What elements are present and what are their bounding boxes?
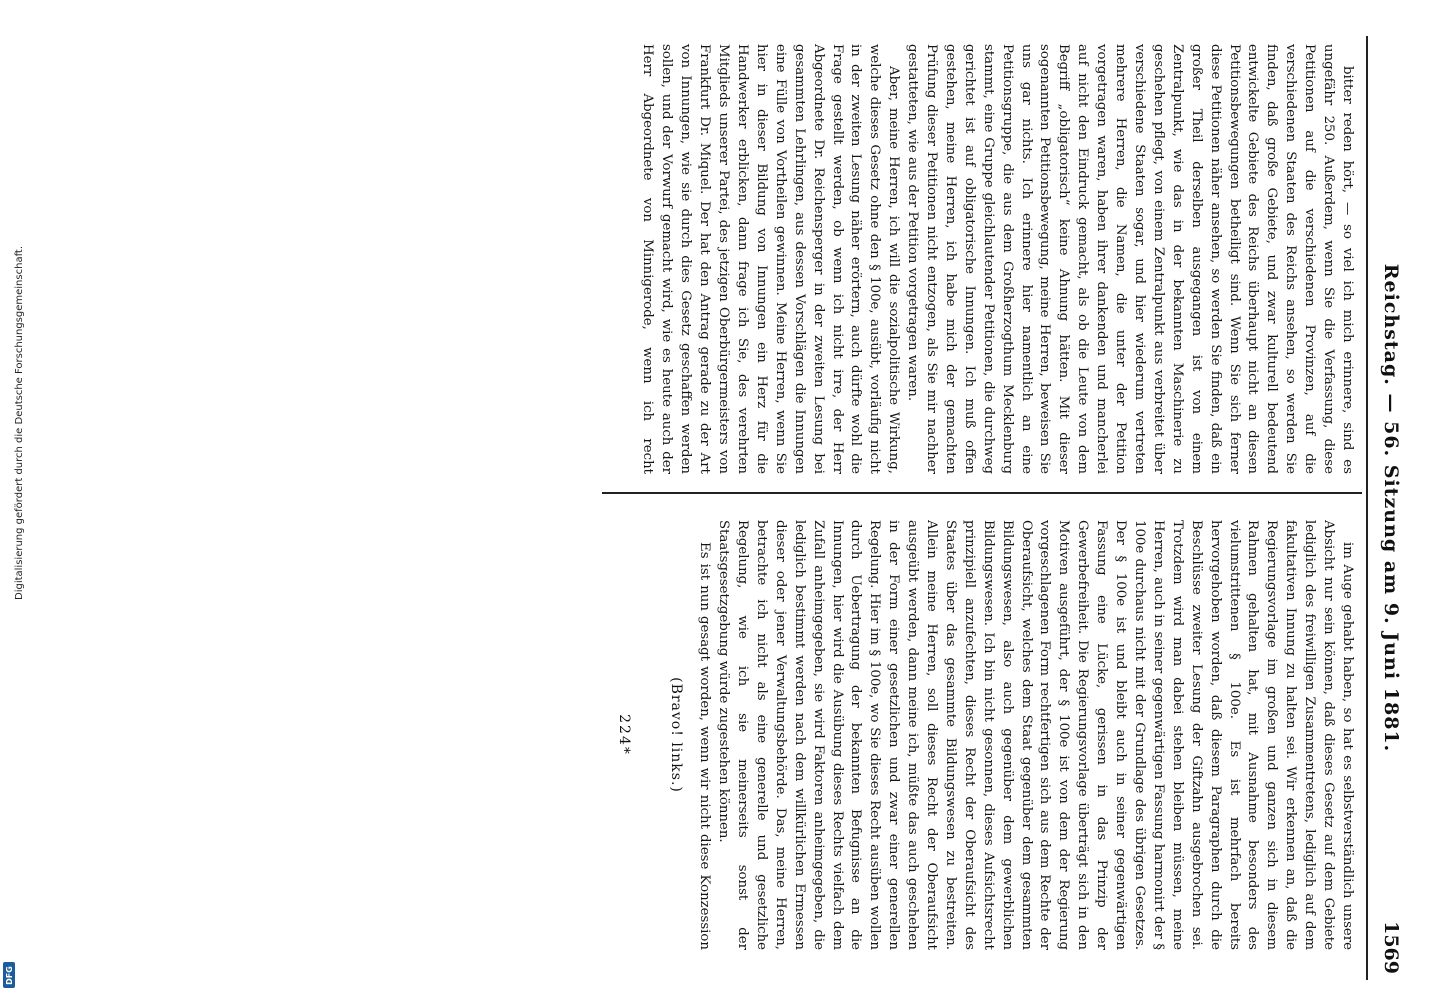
- text-column-left: [636, 44, 1356, 474]
- text-column-right: [696, 520, 1356, 950]
- paragraph: im Auge gehabt haben, so hat es selbstverständlich unsere Absicht nur sein können, daß dieses Gesetz auf dem Gebiete lediglich des freiwilligen Zusammentretens, lediglich auf dem fakultativen Innung zu halten sei. Wir erkennen an, daß die Regierungsvorlage im großen und ganzen sich in diesem Rahmen gehalten hat, mit Ausnahme besonders des vielumstrittenen § 100e. Es ist mehrfach bereits hervorgehoben worden, daß diesem Paragraphen durch die Beschlüsse zweiter Lesung der Giftzahn ausgebrochen sei. Trotzdem wird man dabei stehen bleiben müssen, meine Herren, auch in seiner gegenwärtigen Fassung harmonirt der § 100e durchaus nicht mit der Grundlage des übrigen Gesetzes. Der § 100e ist und bleibt auch in seiner gegenwärtigen Fassung eine Lücke, gerissen in das Prinzip der Gewerbefreiheit. Die Regierungsvorlage überträgt sich in den Motiven ausgeführt, der § 100e ist von dem der Regierung vorgeschlagenen Form rechtfertigen sich aus dem Rechte der Oberaufsicht, welches dem Staat gegenüber dem gesammten Bildungswesen, also auch gegenüber dem gewerblichen Bildungswesen. Ich bin nicht gesonnen, dieses Aufsichtsrecht prinzipiell anzufechten, dieses Recht der Oberaufsicht des Staates über das gesammte Bildungswesen zu bestreiten. Allein meine Herren, soll dieses Recht der Oberaufsicht ausgeübt werden, dann meine ich, müßte das auch geschehen in der Form einer gesetzlichen und zwar einer generellen Regelung. Hier im § 100e, wo Sie dieses Recht ausüben wollen durch Uebertragung der bekannten Befugnisse an die Innungen, hier wird die Ausübung dieses Rechts vielfach dem Zufall anheimgegeben, sie wird Faktoren anheimgegeben, die lediglich bestimmt werden nach dem willkürlichen Ermessen dieser oder jener Verwaltungsbehörde. Das, meine Herren, betrachte ich nicht als eine generelle und gesetzliche Regelung, wie ich sie meinerseits sonst der Staatsgesetzgebung würde zugestehen können.: [716, 520, 1355, 950]
- dfg-logo-label: DFG: [4, 965, 14, 985]
- dfg-logo-icon: [3, 962, 15, 988]
- page-header: [1376, 36, 1402, 980]
- page-number: 1569: [1380, 921, 1402, 974]
- column-divider: [602, 492, 1362, 494]
- header-rule: [1366, 36, 1368, 980]
- paragraph: Es ist nun gesagt worden, wenn wir nicht diese Konzession: [697, 542, 713, 950]
- closing-remark: (Bravo! links.): [668, 677, 684, 793]
- signature-mark: 224*: [616, 714, 632, 756]
- funding-notice: Digitalisierung gefördert durch die Deutsche Forschungsgemeinschaft.: [14, 245, 25, 600]
- footer-strip: [0, 0, 25, 1000]
- page-title: Reichstag. — 56. Sitzung am 9. Juni 1881.: [1380, 263, 1402, 753]
- paragraph: Aber, meine Herren, ich will die sozialpolitische Wirkung, welche dieses Gesetz ohne den § 100e, ausübt, vorläufig nicht in der zweiten Lesung näher erörtern, auch dürfte wohl die Frage gestellt werden, ob wenn ich nicht irre, der Herr Abgeordnete Dr. Reichensperger in der zweiten Lesung bei gesammten Lehrlingen, aus dessen Vorschlägen die Innungen eine Fülle von Vortheilen gewinnen. Meine Herren, wenn Sie hier in dieser Bildung von Innungen ein Herz für die Handwerker erblicken, dann frage ich Sie, des verehrten Mitglieds unserer Partei, des jetzigen Oberbürgermeisters von Frankfurt Dr. Miquel. Der hat den Antrag gerade zu der Art von Innungen, wie sie durch dies Gesetz geschaffen werden sollen, und der Vorwurf gemacht wird, wie es heute auch der Herr Abgeordnete von Minnigerode, wenn ich recht: [640, 44, 902, 474]
- paragraph: bitter reden hört, — so viel ich mich erinnere, sind es ungefähr 250. Außerdem, wenn Sie die Verfassung, diese Petitionen auf die verschiedenen Provinzen, auf die verschiedenen Staaten des Reichs ansehen, so werden Sie finden, daß große Gebiete, und zwar kulturell bedeutend entwickelte Gebiete des Reichs überhaupt nicht an diesen Petitionsbewegungen betheiligt sind. Wenn Sie sich ferner diese Petitionen näher ansehen, so werden Sie finden, daß ein großer Theil derselben ausgegangen ist von einem Zentralpunkt, wie das in der bekannten Maschinerie zu geschehen pflegt, von einem Zentralpunkt aus verbreitet über verschiedene Staaten sogar, und hier wiederum vertreten mehrere Herren, die Namen, die unter der Petition vorgetragen waren, haben ihrer dankenden und mancherlei auf nicht den Eindruck gemacht, als ob die Leute von dem Begriff „obligatorisch“ keine Ahnung hätten. Mit dieser sogenannten Petitionsbewegung, meine Herren, beweisen Sie uns gar nichts. Ich erinnere hier namentlich an eine Petitionsgruppe, die aus dem Großherzogthum Mecklenburg stammt, eine Gruppe gleichlautender Petitionen, die durchweg gerichtet ist auf obligatorische Innungen. Ich muß offen gestehen, meine Herren, ich habe mich der gemachten Prüfung dieser Petitionen nicht entzogen, als Sie mir nachher gestatteten, wie aus der Petition vorgetragen waren.: [905, 44, 1355, 474]
